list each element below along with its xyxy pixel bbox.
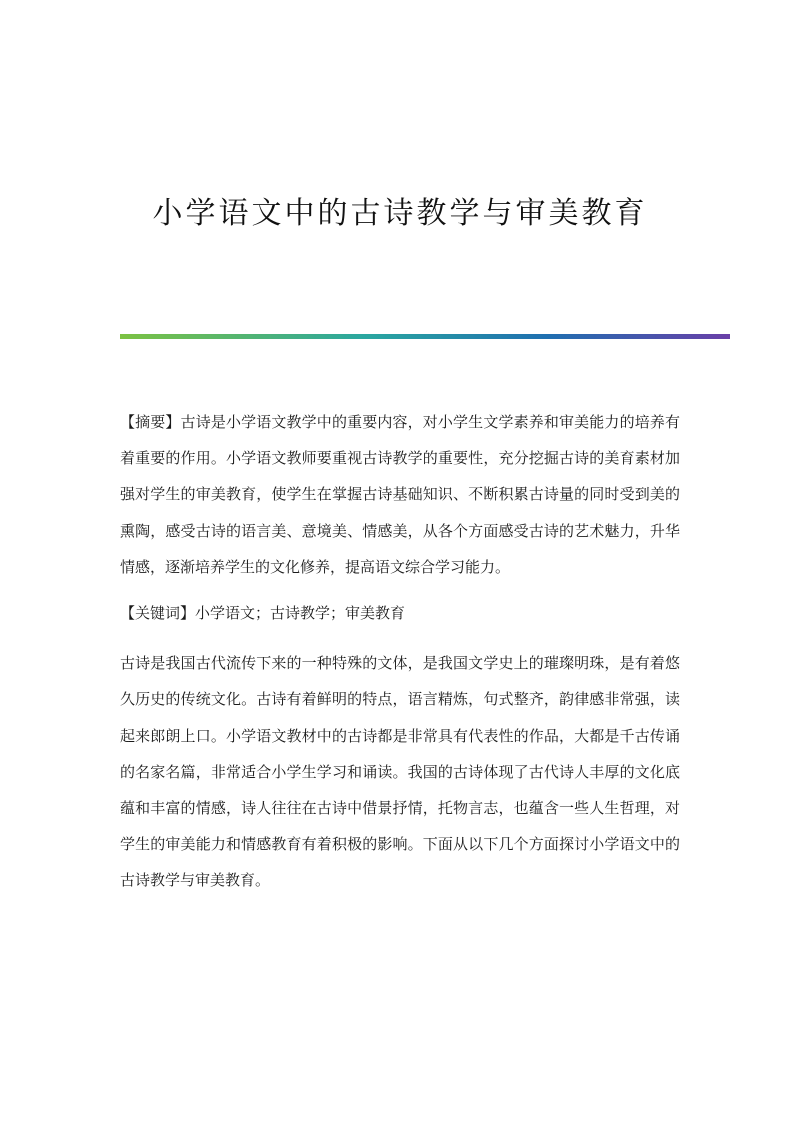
document-content bbox=[120, 404, 680, 909]
keywords-line: 【关键词】小学语文；古诗教学；审美教育 bbox=[120, 604, 406, 623]
title-divider bbox=[120, 334, 730, 339]
abstract-paragraph: 【摘要】古诗是小学语文教学中的重要内容，对小学生文学素养和审美能力的培养有着重要的作用。小学语文教师要重视古诗教学的重要性，充分挖掘古诗的美育素材加强对学生的审美教育，使学生在掌握古诗基础知识、不断积累古诗量的同时受到美的熏陶，感受古诗的语言美、意境美、情感美，从各个方面感受古诗的艺术魅力，升华情感，逐渐培养学生的文化修养，提高语文综合学习能力。 bbox=[120, 413, 680, 576]
document-title: 小学语文中的古诗教学与审美教育 bbox=[152, 196, 648, 231]
body-paragraph: 古诗是我国古代流传下来的一种特殊的文体，是我国文学史上的璀璨明珠，是有着悠久历史的传统文化。古诗有着鲜明的特点，语言精炼，句式整齐，韵律感非常强，读起来郎朗上口。小学语文教材中的古诗都是非常具有代表性的作品，大都是千古传诵的名家名篇，非常适合小学生学习和诵读。我国的古诗体现了古代诗人丰厚的文化底蕴和丰富的情感，诗人往往在古诗中借景抒情，托物言志，也蕴含一些人生哲理，对学生的审美能力和情感教育有着积极的影响。下面从以下几个方面探讨小学语文中的古诗教学与审美教育。 bbox=[120, 654, 680, 890]
